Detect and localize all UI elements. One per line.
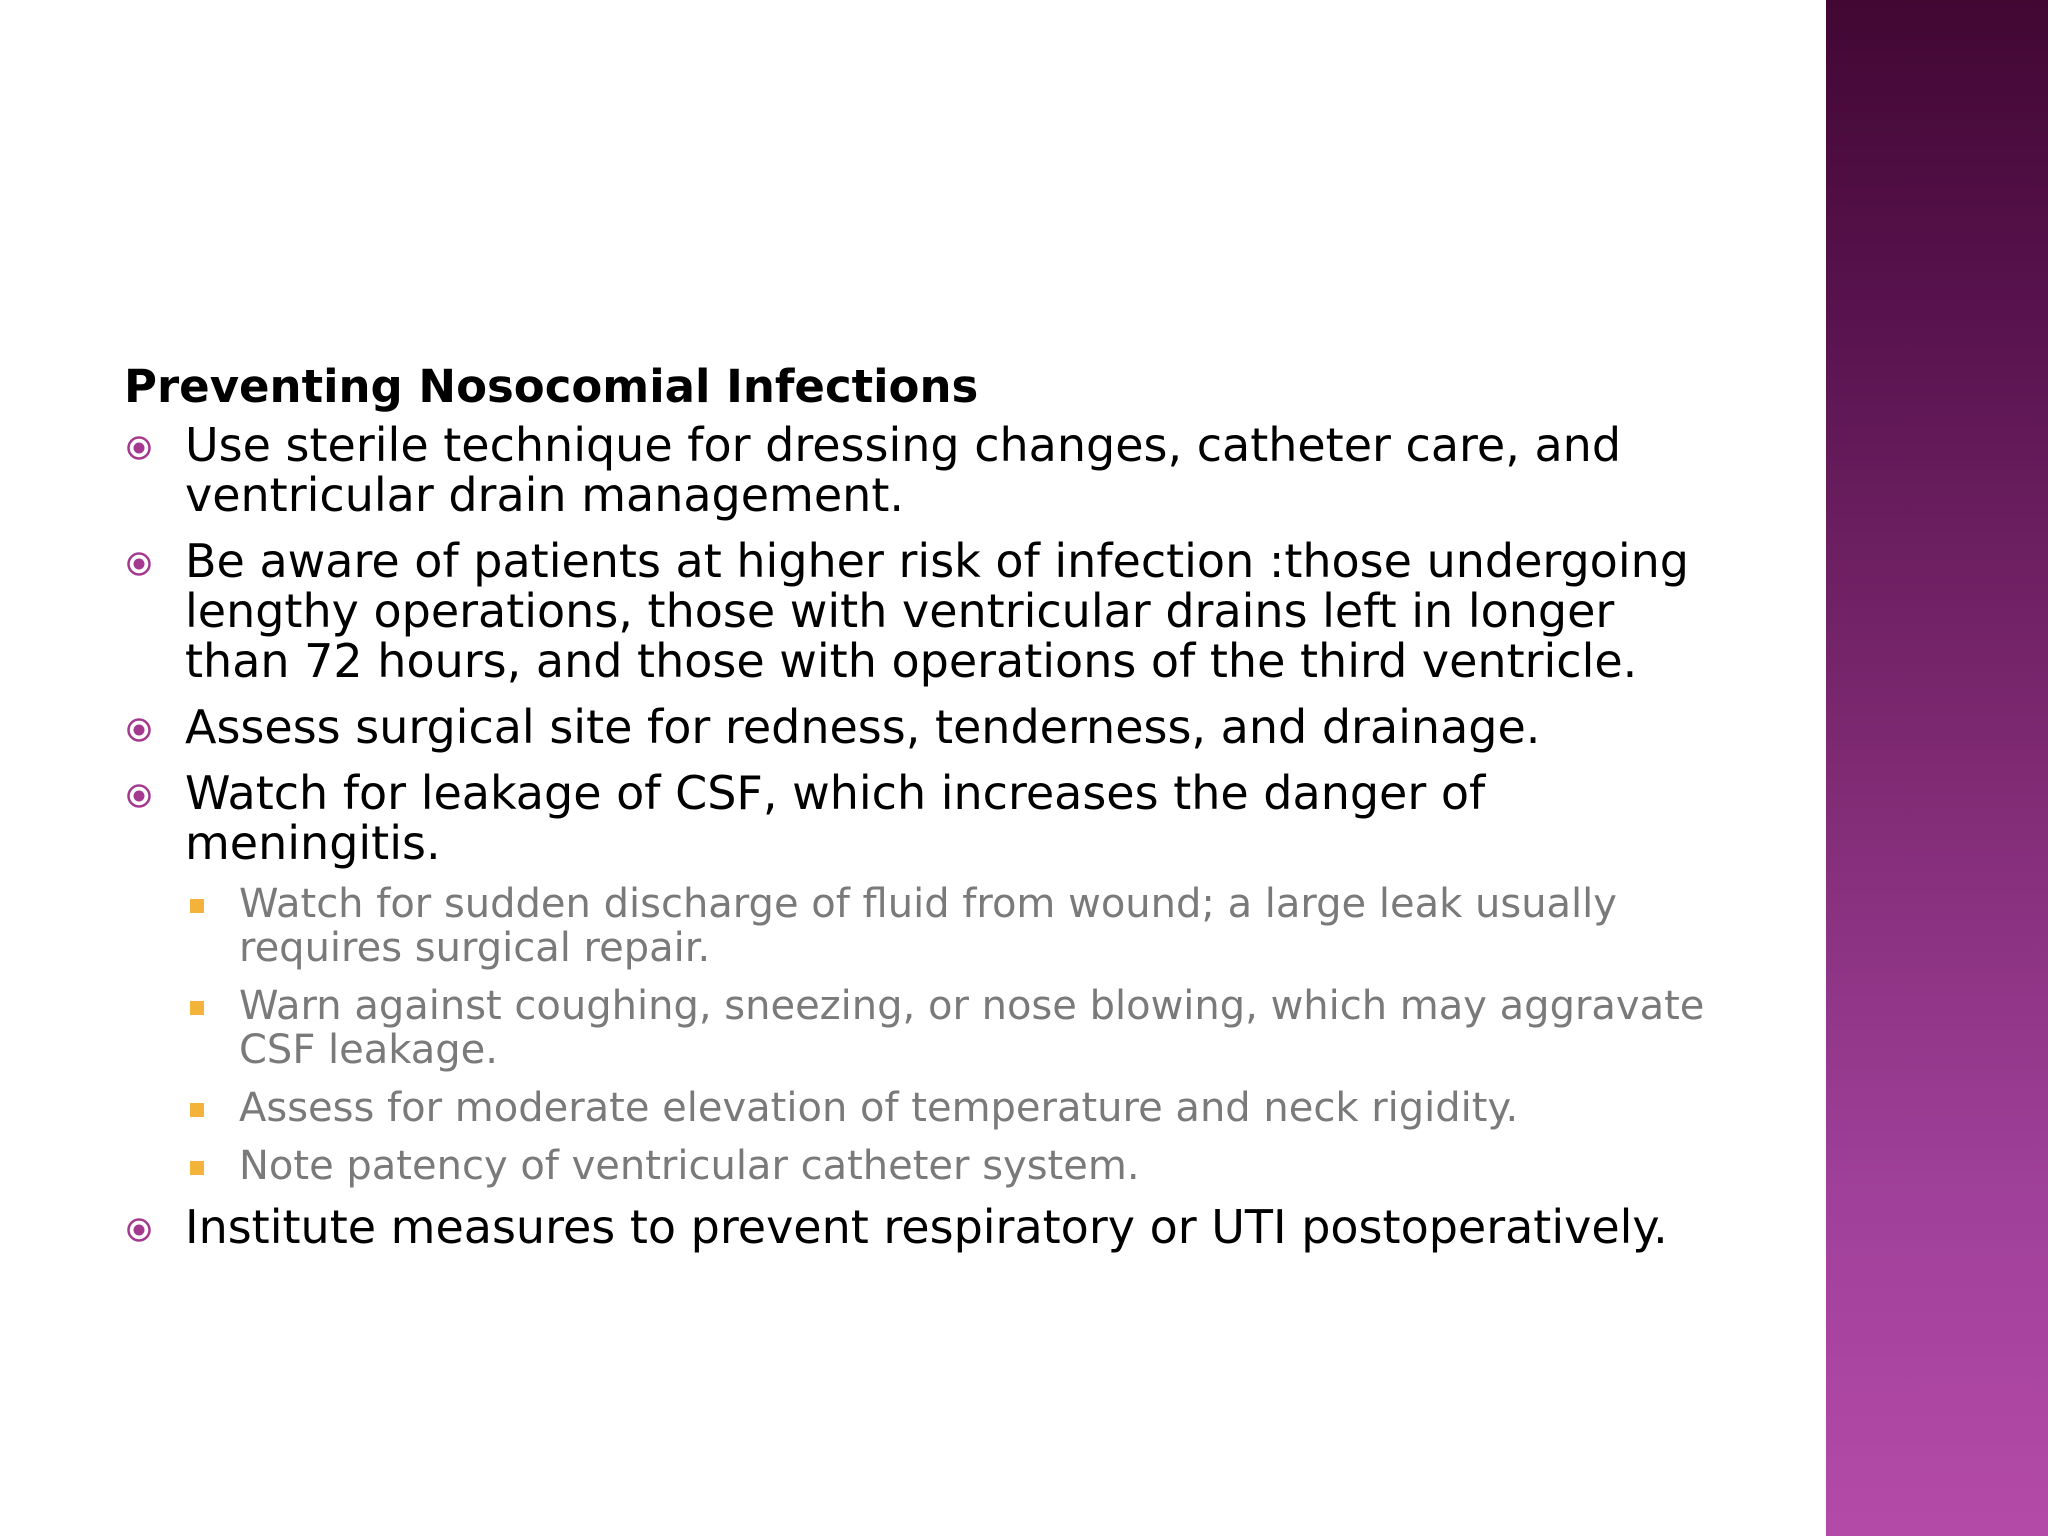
- sub-bullet-item-coughing: [124, 984, 1724, 1072]
- sub-bullet-text: Watch for sudden discharge of fluid from wound; a large leak usually requires surgical repair.: [239, 881, 1617, 971]
- circle-bullet-icon: [126, 435, 152, 461]
- sub-bullet-item-discharge: [124, 882, 1724, 970]
- bullet-text: Be aware of patients at higher risk of infection :those undergoing lengthy operations, those with ventricular drains left in longer than 72 hours, and those with operations of the third ventricle.: [185, 534, 1689, 688]
- bullet-item-higher-risk: [124, 536, 1724, 686]
- circle-bullet-icon: [126, 783, 152, 809]
- decorative-side-band: [1826, 0, 2048, 1536]
- sub-bullet-text: Note patency of ventricular catheter system.: [239, 1143, 1140, 1189]
- bullet-item-assess-site: [124, 702, 1724, 752]
- circle-bullet-icon: [126, 551, 152, 577]
- square-bullet-icon: [190, 1161, 204, 1175]
- sub-bullet-item-temperature: [124, 1086, 1724, 1130]
- square-bullet-icon: [190, 1001, 204, 1015]
- bullet-text: Assess surgical site for redness, tenderness, and drainage.: [185, 700, 1541, 754]
- bullet-text: Institute measures to prevent respiratory or UTI postoperatively.: [185, 1200, 1668, 1254]
- bullet-text: Watch for leakage of CSF, which increases the danger of meningitis.: [185, 766, 1486, 870]
- slide-content: [124, 360, 1724, 1268]
- bullet-item-prevent-uti: [124, 1202, 1724, 1252]
- bullet-item-sterile-technique: [124, 420, 1724, 520]
- circle-bullet-icon: [126, 1217, 152, 1243]
- sub-bullet-list: [124, 882, 1724, 1188]
- square-bullet-icon: [190, 1103, 204, 1117]
- slide-heading: Preventing Nosocomial Infections: [124, 360, 979, 413]
- bullet-item-csf-leakage: [124, 768, 1724, 868]
- sub-bullet-text: Warn against coughing, sneezing, or nose blowing, which may aggravate CSF leakage.: [239, 983, 1705, 1073]
- bullet-text: Use sterile technique for dressing changes, catheter care, and ventricular drain management.: [185, 418, 1622, 522]
- sub-bullet-item-patency: [124, 1144, 1724, 1188]
- sub-bullet-text: Assess for moderate elevation of temperature and neck rigidity.: [239, 1085, 1519, 1131]
- circle-bullet-icon: [126, 717, 152, 743]
- square-bullet-icon: [190, 899, 204, 913]
